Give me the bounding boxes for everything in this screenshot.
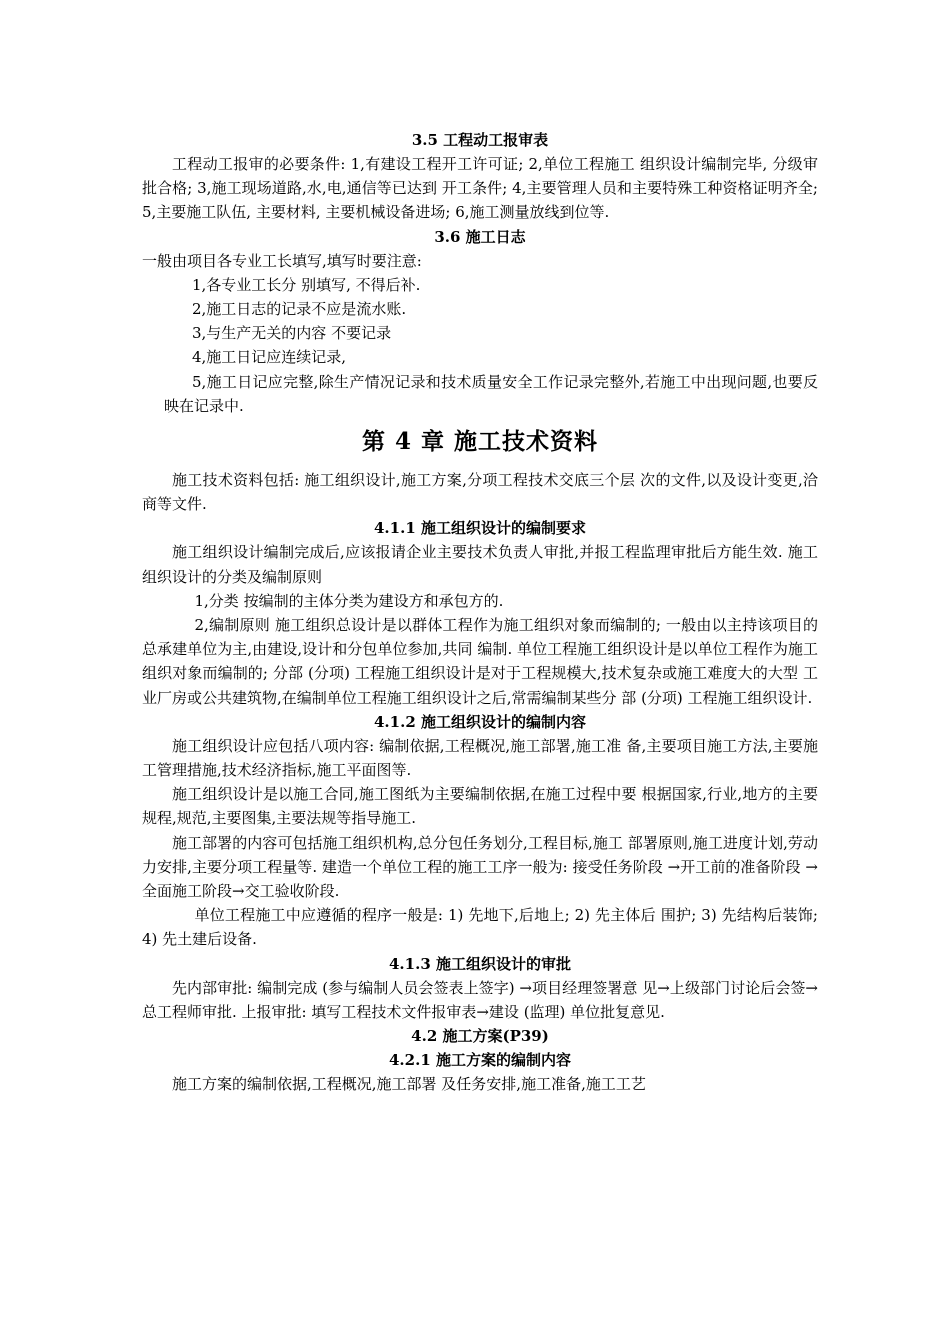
list-item: 5,施工日记应完整,除生产情况记录和技术质量安全工作记录完整外,若施工中出现问题,也要反映在记录中. xyxy=(164,372,818,415)
section-heading-3-6: 3.6 施工日志 xyxy=(434,227,526,246)
list-item: 1,各专业工长分 别填写, 不得后补. xyxy=(192,275,421,294)
paragraph: 1,分类 按编制的主体分类为建设方和承包方的. xyxy=(194,591,504,610)
paragraph: 施工组织设计应包括八项内容: 编制依据,工程概况,施工部署,施工准 备,主要项目施工方法,主要施工管理措施,技术经济指标,施工平面图等. xyxy=(142,736,818,780)
paragraph: 一般由项目各专业工长填写,填写时要注意: xyxy=(142,251,422,270)
paragraph: 施工技术资料包括: 施工组织设计,施工方案,分项工程技术交底三个层 次的文件,以及设计变更,洽商等文件. xyxy=(142,471,818,514)
paragraph: 先内部审批: 编制完成 (参与编制人员会签表上签字) →项目经理签署意 见→上级部门讨论后会签→总工程师审批. 上报审批: 填写工程技术文件报审表→建设 (监理) 单位批复意见. xyxy=(142,978,818,1021)
list-item: 3,与生产无关的内容 不要记录 xyxy=(192,324,392,343)
paragraph: 施工组织设计编制完成后,应该报请企业主要技术负责人审批,并报工程监理审批后方能生效. 施工组织设计的分类及编制原则 xyxy=(142,543,818,586)
paragraph: 施工部署的内容可包括施工组织机构,总分包任务划分,工程目标,施工 部署原则,施工进度计划,劳动力安排,主要分项工程量等. 建造一个单位工程的施工工序一般为: 接受任务阶段 →开工前的准备阶段 →全面施工阶段→交工验收阶段. xyxy=(142,833,818,901)
document-page xyxy=(142,128,818,1096)
section-heading-4-1-2: 4.1.2 施工组织设计的编制内容 xyxy=(374,712,586,731)
section-heading-3-5: 3.5 工程动工报审表 xyxy=(411,131,549,149)
section-heading-4-2-1: 4.2.1 施工方案的编制内容 xyxy=(389,1051,571,1070)
paragraph: 2,编制原则 施工组织总设计是以群体工程作为施工组织对象而编制的; 一般由以主持该项目的总承建单位为主,由建设,设计和分包单位参加,共同 编制. 单位工程施工组织设计是以单位工程作为施工组织对象而编制的; 分部 (分项) 工程施工组织设计是对于工程规模大,技术复杂或施工难度大的大型 工业厂房或公共建筑物,在编制单位工程施工组织设计之后,常需编制某些分 部 (分项) 工程施工组织设计. xyxy=(142,616,818,707)
list-item: 2,施工日志的记录不应是流水账. xyxy=(192,300,407,319)
section-heading-4-1-3: 4.1.3 施工组织设计的审批 xyxy=(389,954,571,973)
chapter-title: 第 4 章 施工技术资料 xyxy=(361,428,599,456)
list-item: 4,施工日记应连续记录, xyxy=(192,348,347,367)
paragraph: 施工方案的编制依据,工程概况,施工部署 及任务安排,施工准备,施工工艺 xyxy=(172,1075,646,1094)
paragraph: 单位工程施工中应遵循的程序一般是: 1) 先地下,后地上; 2) 先主体后 围护; 3) 先结构后装饰; 4) 先土建后设备. xyxy=(142,906,818,949)
paragraph: 施工组织设计是以施工合同,施工图纸为主要编制依据,在施工过程中要 根据国家,行业,地方的主要规程,规范,主要图集,主要法规等指导施工. xyxy=(142,785,818,828)
paragraph: 工程动工报审的必要条件: 1,有建设工程开工许可证; 2,单位工程施工 组织设计编制完毕, 分级审批合格; 3,施工现场道路,水,电,通信等已达到 开工条件; 4,主要管理人员和主要特殊工种资格证明齐全; 5,主要施工队伍, 主要材料, 主要机械设备进场; 6,施工测量放线到位等. xyxy=(142,155,818,222)
section-heading-4-1-1: 4.1.1 施工组织设计的编制要求 xyxy=(374,519,586,538)
section-heading-4-2: 4.2 施工方案(P39) xyxy=(411,1027,549,1046)
